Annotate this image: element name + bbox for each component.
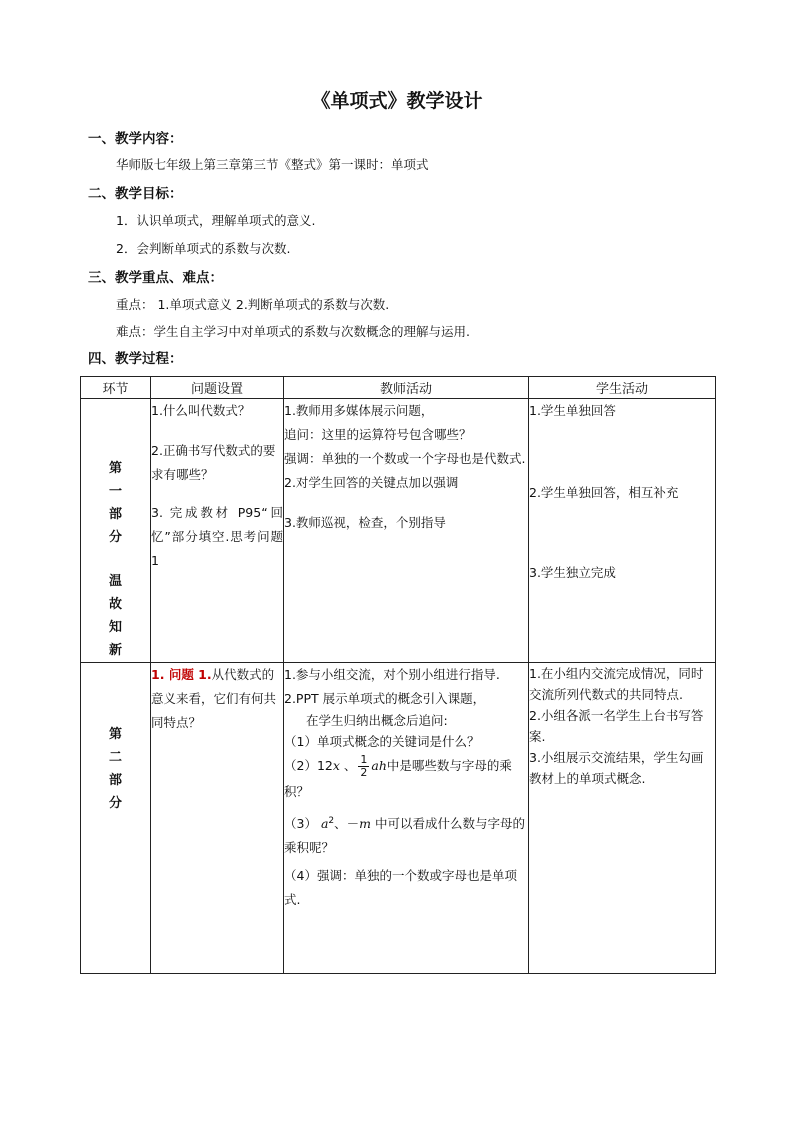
table-row	[81, 399, 716, 663]
segment-char: 知	[108, 620, 122, 635]
segment-char: 部	[108, 507, 122, 522]
teacher-item: （1）单项式概念的关键词是什么？	[284, 734, 480, 749]
objective-item: 2．会判断单项式的系数与次数.	[116, 241, 291, 256]
student-item: 2.学生单独回答，相互补充	[529, 485, 679, 500]
table-row	[81, 663, 716, 974]
segment-char: 一	[108, 484, 122, 499]
segment-char	[81, 549, 150, 570]
student-cell	[529, 663, 716, 974]
header-cell: 学生活动	[529, 377, 716, 399]
question-cell	[151, 399, 284, 663]
heading-key-points: 三、教学重点、难点：	[88, 270, 223, 286]
formula-text: 中可以看成什么数与字母的乘积呢？	[284, 816, 525, 856]
teacher-item: 在学生归纳出概念后追问:	[306, 713, 448, 728]
question-rest: 从代数式的意义来看，它们有何共同特点？	[151, 667, 277, 730]
table-header-row	[81, 377, 716, 399]
teacher-item: 1.教师用多媒体展示问题，	[284, 403, 434, 418]
math-exponent: 2	[328, 816, 335, 826]
content-text: 华师版七年级上第三章第三节《整式》第一课时：单项式	[116, 157, 429, 172]
student-item: 2.小组各派一名学生上台书写答案.	[529, 708, 704, 744]
heading-objectives: 二、教学目标：	[88, 186, 183, 202]
lesson-table	[80, 376, 716, 974]
segment-char: 温	[108, 574, 122, 589]
math-variable: m	[359, 816, 371, 832]
heading-content: 一、教学内容：	[88, 131, 183, 147]
question-item: 1.什么叫代数式？	[151, 403, 251, 418]
question-item: 3. 完成教材 P95“回忆”部分填空.思考问题 1	[151, 505, 283, 568]
segment-char: 第	[108, 727, 122, 742]
segment-char: 分	[108, 530, 122, 545]
question-item	[151, 663, 283, 735]
segment-cell	[81, 663, 151, 974]
difficulty-text: 难点：学生自主学习中对单项式的系数与次数概念的理解与运用.	[116, 324, 470, 339]
segment-char: 分	[108, 796, 122, 811]
teacher-item: 1.参与小组交流，对个别小组进行指导.	[284, 667, 500, 682]
student-item: 3.小组展示交流结果，学生勾画教材上的单项式概念.	[529, 750, 704, 786]
teacher-item-formula	[284, 809, 528, 860]
teacher-item: 2.PPT 展示单项式的概念引入课题，	[284, 691, 486, 706]
document-title: 《单项式》教学设计	[311, 90, 483, 112]
header-cell: 环节	[81, 377, 151, 399]
student-item: 1.学生单独回答	[529, 403, 616, 418]
segment-char: 二	[108, 750, 122, 765]
header-cell: 问题设置	[151, 377, 284, 399]
formula-text: （3）	[284, 816, 321, 832]
objective-item: 1．认识单项式，理解单项式的意义.	[116, 213, 316, 228]
segment-char: 新	[108, 643, 122, 658]
teacher-item: 2.对学生回答的关键点加以强调	[284, 475, 459, 490]
teacher-item: 强调：单独的一个数或一个字母也是代数式.	[284, 451, 526, 466]
student-item: 3.学生独立完成	[529, 565, 616, 580]
teacher-item: （4）强调：单独的一个数或字母也是单项式.	[284, 868, 517, 908]
formula-text: （2）12	[284, 758, 333, 773]
math-variable: ah	[371, 758, 387, 773]
segment-char: 故	[108, 597, 122, 612]
segment-char: 第	[108, 461, 122, 476]
segment-cell	[81, 399, 151, 663]
math-variable: a	[320, 816, 329, 832]
fraction	[358, 754, 369, 779]
formula-text: 中是哪些数与字母的乘积？	[284, 758, 512, 799]
teacher-item: 3.教师巡视，检查，个别指导	[284, 515, 446, 530]
student-item: 1.在小组内交流完成情况，同时交流所列代数式的共同特点.	[529, 666, 704, 702]
teacher-cell	[284, 399, 529, 663]
student-cell	[529, 399, 716, 663]
formula-text: 、－	[334, 816, 360, 832]
fraction-numerator: 1	[360, 753, 368, 766]
fraction-denominator: 2	[360, 766, 368, 779]
header-cell: 教师活动	[284, 377, 529, 399]
teacher-item: 追问：这里的运算符号包含哪些？	[284, 427, 472, 442]
focus-text: 重点： 1.单项式意义 2.判断单项式的系数与次数.	[116, 297, 390, 312]
question-cell	[151, 663, 284, 974]
question-prefix: 1.	[151, 667, 169, 682]
formula-text: 、	[339, 758, 357, 773]
segment-char: 部	[108, 773, 122, 788]
teacher-cell	[284, 663, 529, 974]
math-variable: x	[332, 758, 340, 773]
heading-process: 四、教学过程：	[88, 351, 183, 367]
question-item: 2.正确书写代数式的要求有哪些？	[151, 443, 276, 482]
teacher-item-formula	[284, 753, 528, 805]
question-highlight: 问题 1.	[168, 667, 212, 682]
